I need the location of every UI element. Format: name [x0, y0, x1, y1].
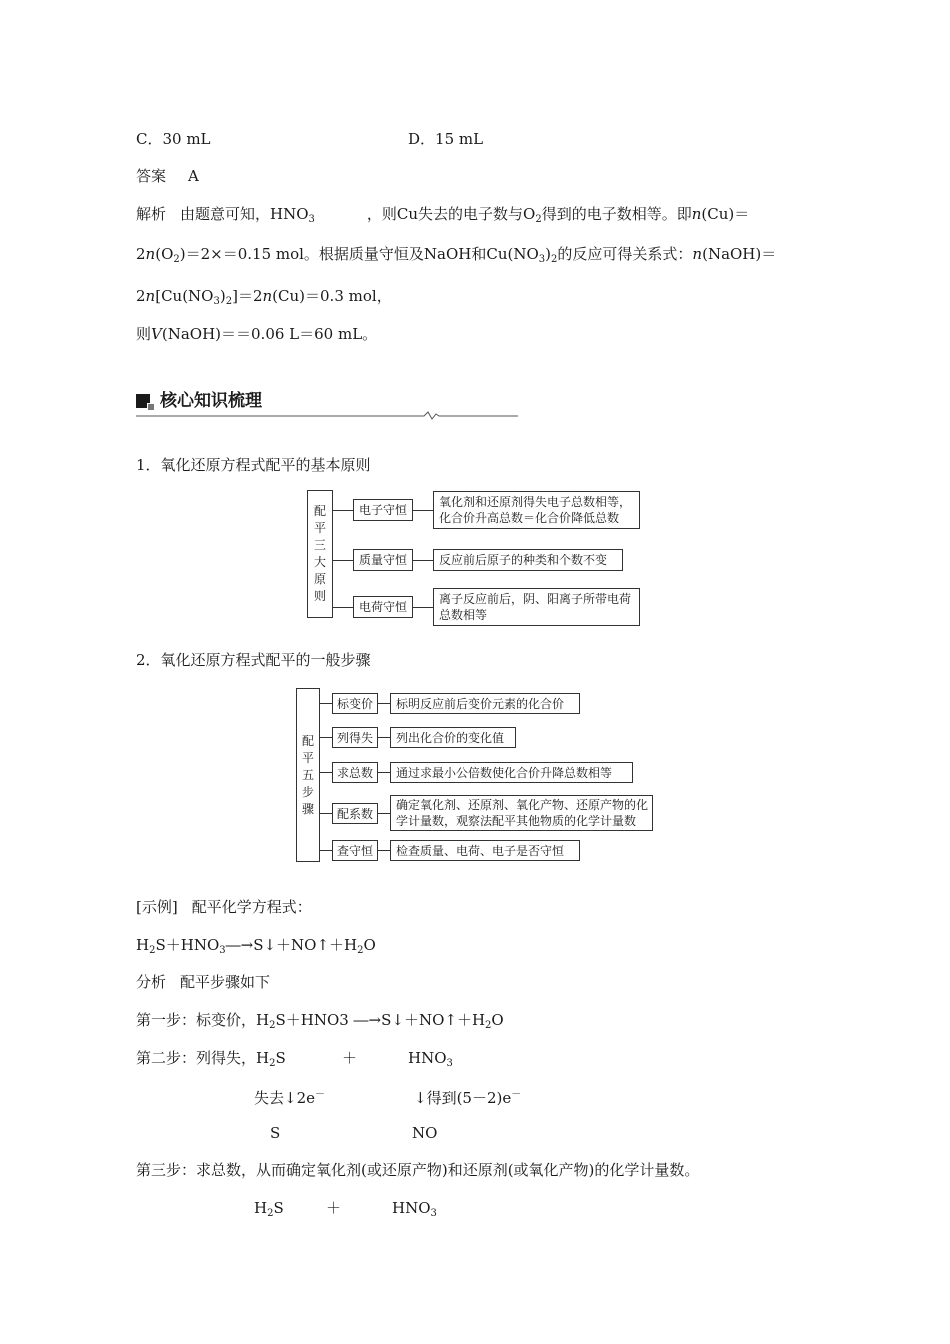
diagram1-label-electron: 电子守恒 — [353, 499, 413, 521]
step-2-line: 第二步：列得失，$H_2S$ — [136, 1049, 286, 1069]
diagram2-desc-3: 通过求最小公倍数使化合价升降总数相等 — [390, 762, 633, 783]
section-title: 核心知识梳理 — [160, 391, 262, 411]
option-c: C．30 mL — [136, 130, 211, 148]
step-3-hno3: $HNO_3$ — [392, 1199, 437, 1219]
diagram1-desc-charge: 离子反应前后，阴、阳离子所带电荷总数相等 — [433, 588, 640, 626]
diagram1-label-mass: 质量守恒 — [353, 549, 413, 571]
section-heading — [136, 390, 518, 420]
diagram1-label-charge: 电荷守恒 — [353, 596, 413, 618]
example-equation: $H_2S+HNO_3―\to S↓+NO↑+H_2O$ — [136, 936, 376, 956]
diagram2-desc-4: 确定氧化剂、还原剂、氧化产物、还原产物的化学计量数，观察法配平其他物质的化学计量数 — [390, 795, 653, 831]
diagram1-side-box: 配平三大原则 — [307, 490, 333, 618]
diagram2-label-5: 查守恒 — [332, 840, 378, 861]
diagram2-desc-1: 标明反应前后变价元素的化合价 — [390, 693, 580, 714]
option-d: D．15 mL — [408, 130, 484, 148]
step-2-product-s: S — [270, 1124, 281, 1142]
diagram2-side-box: 配平五步骤 — [296, 688, 320, 862]
diagram2-desc-2: 列出化合价的变化值 — [390, 727, 516, 748]
answer-label: 答案 — [136, 167, 167, 185]
diagram2-label-2: 列得失 — [332, 727, 378, 748]
item-2-title: 2．氧化还原方程式配平的一般步骤 — [136, 651, 371, 669]
diagram2-label-1: 标变价 — [332, 693, 378, 714]
step-2-product-no: NO — [412, 1124, 438, 1142]
step-3-h2s: $H_2S$ — [254, 1199, 284, 1219]
example-label: [示例] — [136, 898, 178, 916]
analysis2-line: 分析 配平步骤如下 — [136, 973, 271, 991]
answer-line — [136, 166, 199, 186]
diagram2-desc-5: 检查质量、电荷、电子是否守恒 — [390, 840, 580, 861]
step-3-plus: ＋ — [326, 1199, 342, 1217]
step-3-line: 第三步：求总数，从而确定氧化剂(或还原产物)和还原剂(或氧化产物)的化学计量数。 — [136, 1161, 700, 1179]
example-line: [示例] 配平化学方程式： — [136, 898, 312, 916]
analysis-label: 解析 — [136, 205, 167, 223]
analysis-line-2: $2n(O_2)=2\times=0.15$ mol。根据质量守恒及NaOH和$Cu(NO_3)_2$的反应可得关系式：n(NaOH)＝ — [136, 245, 777, 265]
heading-underline — [136, 410, 518, 420]
diagram1-desc-mass: 反应前后原子的种类和个数不变 — [433, 549, 623, 571]
item-1-title: 1．氧化还原方程式配平的基本原则 — [136, 456, 371, 474]
analysis-line-4: 则V(NaOH)＝＝0.06 L＝60 mL。 — [136, 325, 378, 343]
answer-value: A — [188, 167, 199, 185]
step-2-gain: ↓得到(5－2)e－ — [414, 1089, 522, 1107]
diagram1-desc-electron: 氧化剂和还原剂得失电子总数相等，化合价升高总数＝化合价降低总数 — [433, 491, 640, 529]
diagram2-label-3: 求总数 — [332, 762, 378, 783]
step-2-lose: 失去↓2e－ — [254, 1089, 325, 1107]
analysis-line-1: 解析 由题意可知，$HNO_3$ ，则Cu失去的电子数与$O_2$得到的电子数相等。即n(Cu)＝ — [136, 205, 750, 225]
step-2-plus: ＋ — [342, 1049, 358, 1067]
step-2-hno3: $HNO_3$ — [408, 1049, 453, 1069]
diagram2-label-4: 配系数 — [332, 803, 378, 824]
analysis2-label: 分析 — [136, 973, 167, 991]
step-1: 第一步：标变价，$H_2S+HNO3$ $―\to S↓+NO↑+H_2O$ — [136, 1011, 504, 1031]
analysis-line-3: $2n[Cu(NO_3)_2]=2n(Cu)=0.3$ mol， — [136, 287, 392, 307]
